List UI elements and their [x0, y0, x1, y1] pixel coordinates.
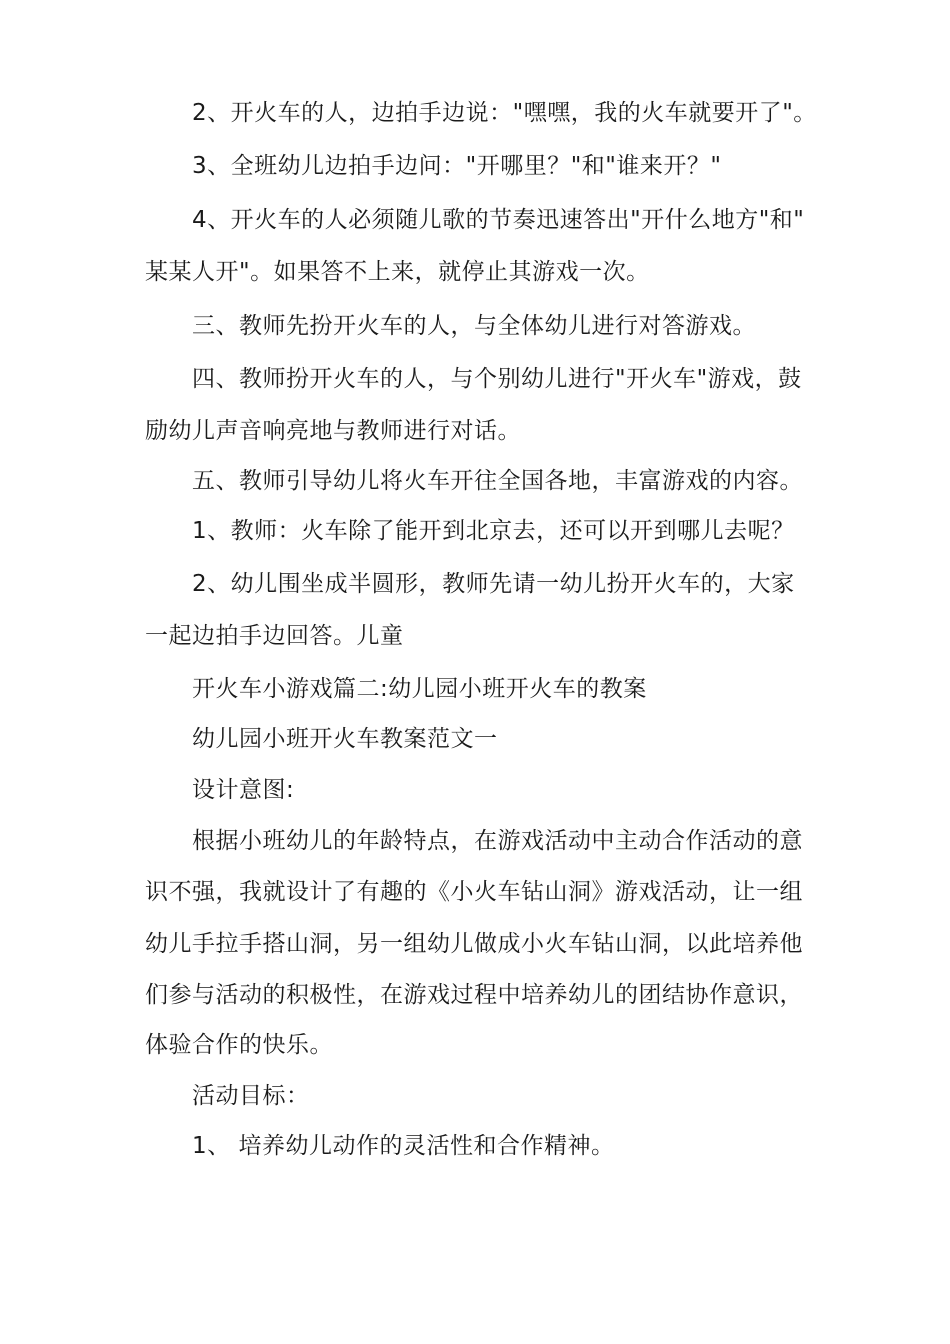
text-line: 根据小班幼儿的年龄特点，在游戏活动中主动合作活动的意 — [192, 828, 803, 854]
section-heading: 开火车小游戏篇二:幼儿园小班开火车的教案 — [192, 676, 647, 702]
text-line: 一起边拍手边回答。儿童 — [145, 623, 404, 649]
text-line: 1、 培养幼儿动作的灵活性和合作精神。 — [192, 1133, 615, 1159]
section-subheading: 幼儿园小班开火车教案范文一 — [192, 726, 498, 752]
text-line: 们参与活动的积极性，在游戏过程中培养幼儿的团结协作意识， — [145, 982, 803, 1008]
text-line: 幼儿手拉手搭山洞，另一组幼儿做成小火车钻山洞，以此培养他 — [145, 931, 803, 957]
text-line: 四、教师扮开火车的人，与个别幼儿进行"开火车"游戏，鼓 — [192, 366, 802, 392]
section-label: 设计意图: — [192, 777, 295, 803]
text-line: 识不强，我就设计了有趣的《小火车钻山洞》游戏活动，让一组 — [145, 879, 803, 905]
text-line: 1、教师：火车除了能开到北京去，还可以开到哪儿去呢？ — [192, 518, 795, 544]
text-line: 体验合作的快乐。 — [145, 1032, 333, 1058]
text-line: 4、开火车的人必须随儿歌的节奏迅速答出"开什么地方"和" — [192, 207, 805, 233]
text-line: 2、开火车的人，边拍手边说："嘿嘿，我的火车就要开了"。 — [192, 100, 817, 126]
text-line: 三、教师先扮开火车的人，与全体幼儿进行对答游戏。 — [192, 313, 756, 339]
text-line: 某某人开"。如果答不上来，就停止其游戏一次。 — [145, 259, 650, 285]
text-line: 3、全班幼儿边拍手边问："开哪里？"和"谁来开？" — [192, 153, 722, 179]
text-line: 五、教师引导幼儿将火车开往全国各地，丰富游戏的内容。 — [192, 468, 803, 494]
section-label: 活动目标： — [192, 1083, 310, 1109]
text-line: 2、幼儿围坐成半圆形，教师先请一幼儿扮开火车的，大家 — [192, 571, 795, 597]
text-line: 励幼儿声音响亮地与教师进行对话。 — [145, 418, 521, 444]
